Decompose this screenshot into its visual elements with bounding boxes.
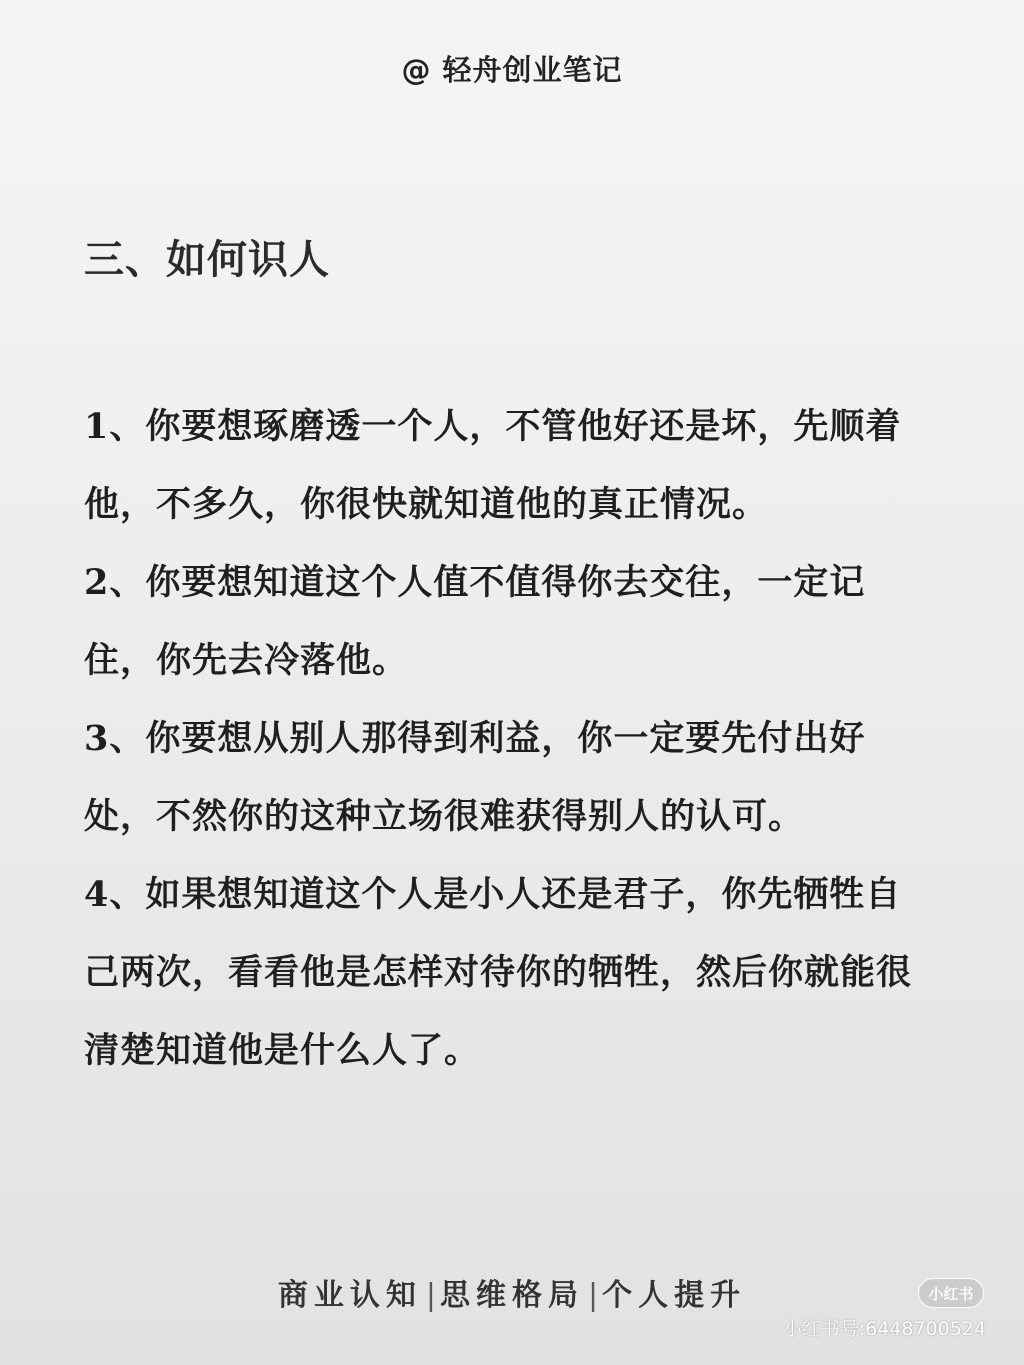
point-item-4: 4、如果想知道这个人是小人还是君子，你先牺牲自己两次，看看他是怎样对待你的牺牲，然后你就能很清楚知道他是什么人了。 (84, 874, 913, 1071)
section-title: 三、如何识人 (84, 236, 330, 283)
content-body (84, 388, 934, 1090)
xiaohongshu-id: 小红书号:6448700524 (782, 1318, 986, 1340)
tag-business: 商业认知 (277, 1278, 422, 1313)
footer-tags (0, 1270, 1024, 1314)
author-handle: @ 轻舟创业笔记 (401, 53, 623, 87)
xiaohongshu-logo: 小红书 (918, 1278, 984, 1308)
point-item-2: 2、你要想知道这个人值不值得你去交往，一定记住，你先去冷落他。 (84, 562, 866, 681)
point-item-1: 1、你要想琢磨透一个人，不管他好还是坏，先顺着他，不多久，你很快就知道他的真正情况。 (84, 406, 902, 525)
tag-separator: | (588, 1278, 599, 1313)
tag-growth: 个人提升 (602, 1278, 747, 1313)
point-item-3: 3、你要想从别人那得到利益，你一定要先付出好处，不然你的这种立场很难获得别人的认可。 (84, 718, 866, 837)
tag-thinking: 思维格局 (440, 1278, 584, 1313)
tag-separator: | (425, 1278, 436, 1313)
